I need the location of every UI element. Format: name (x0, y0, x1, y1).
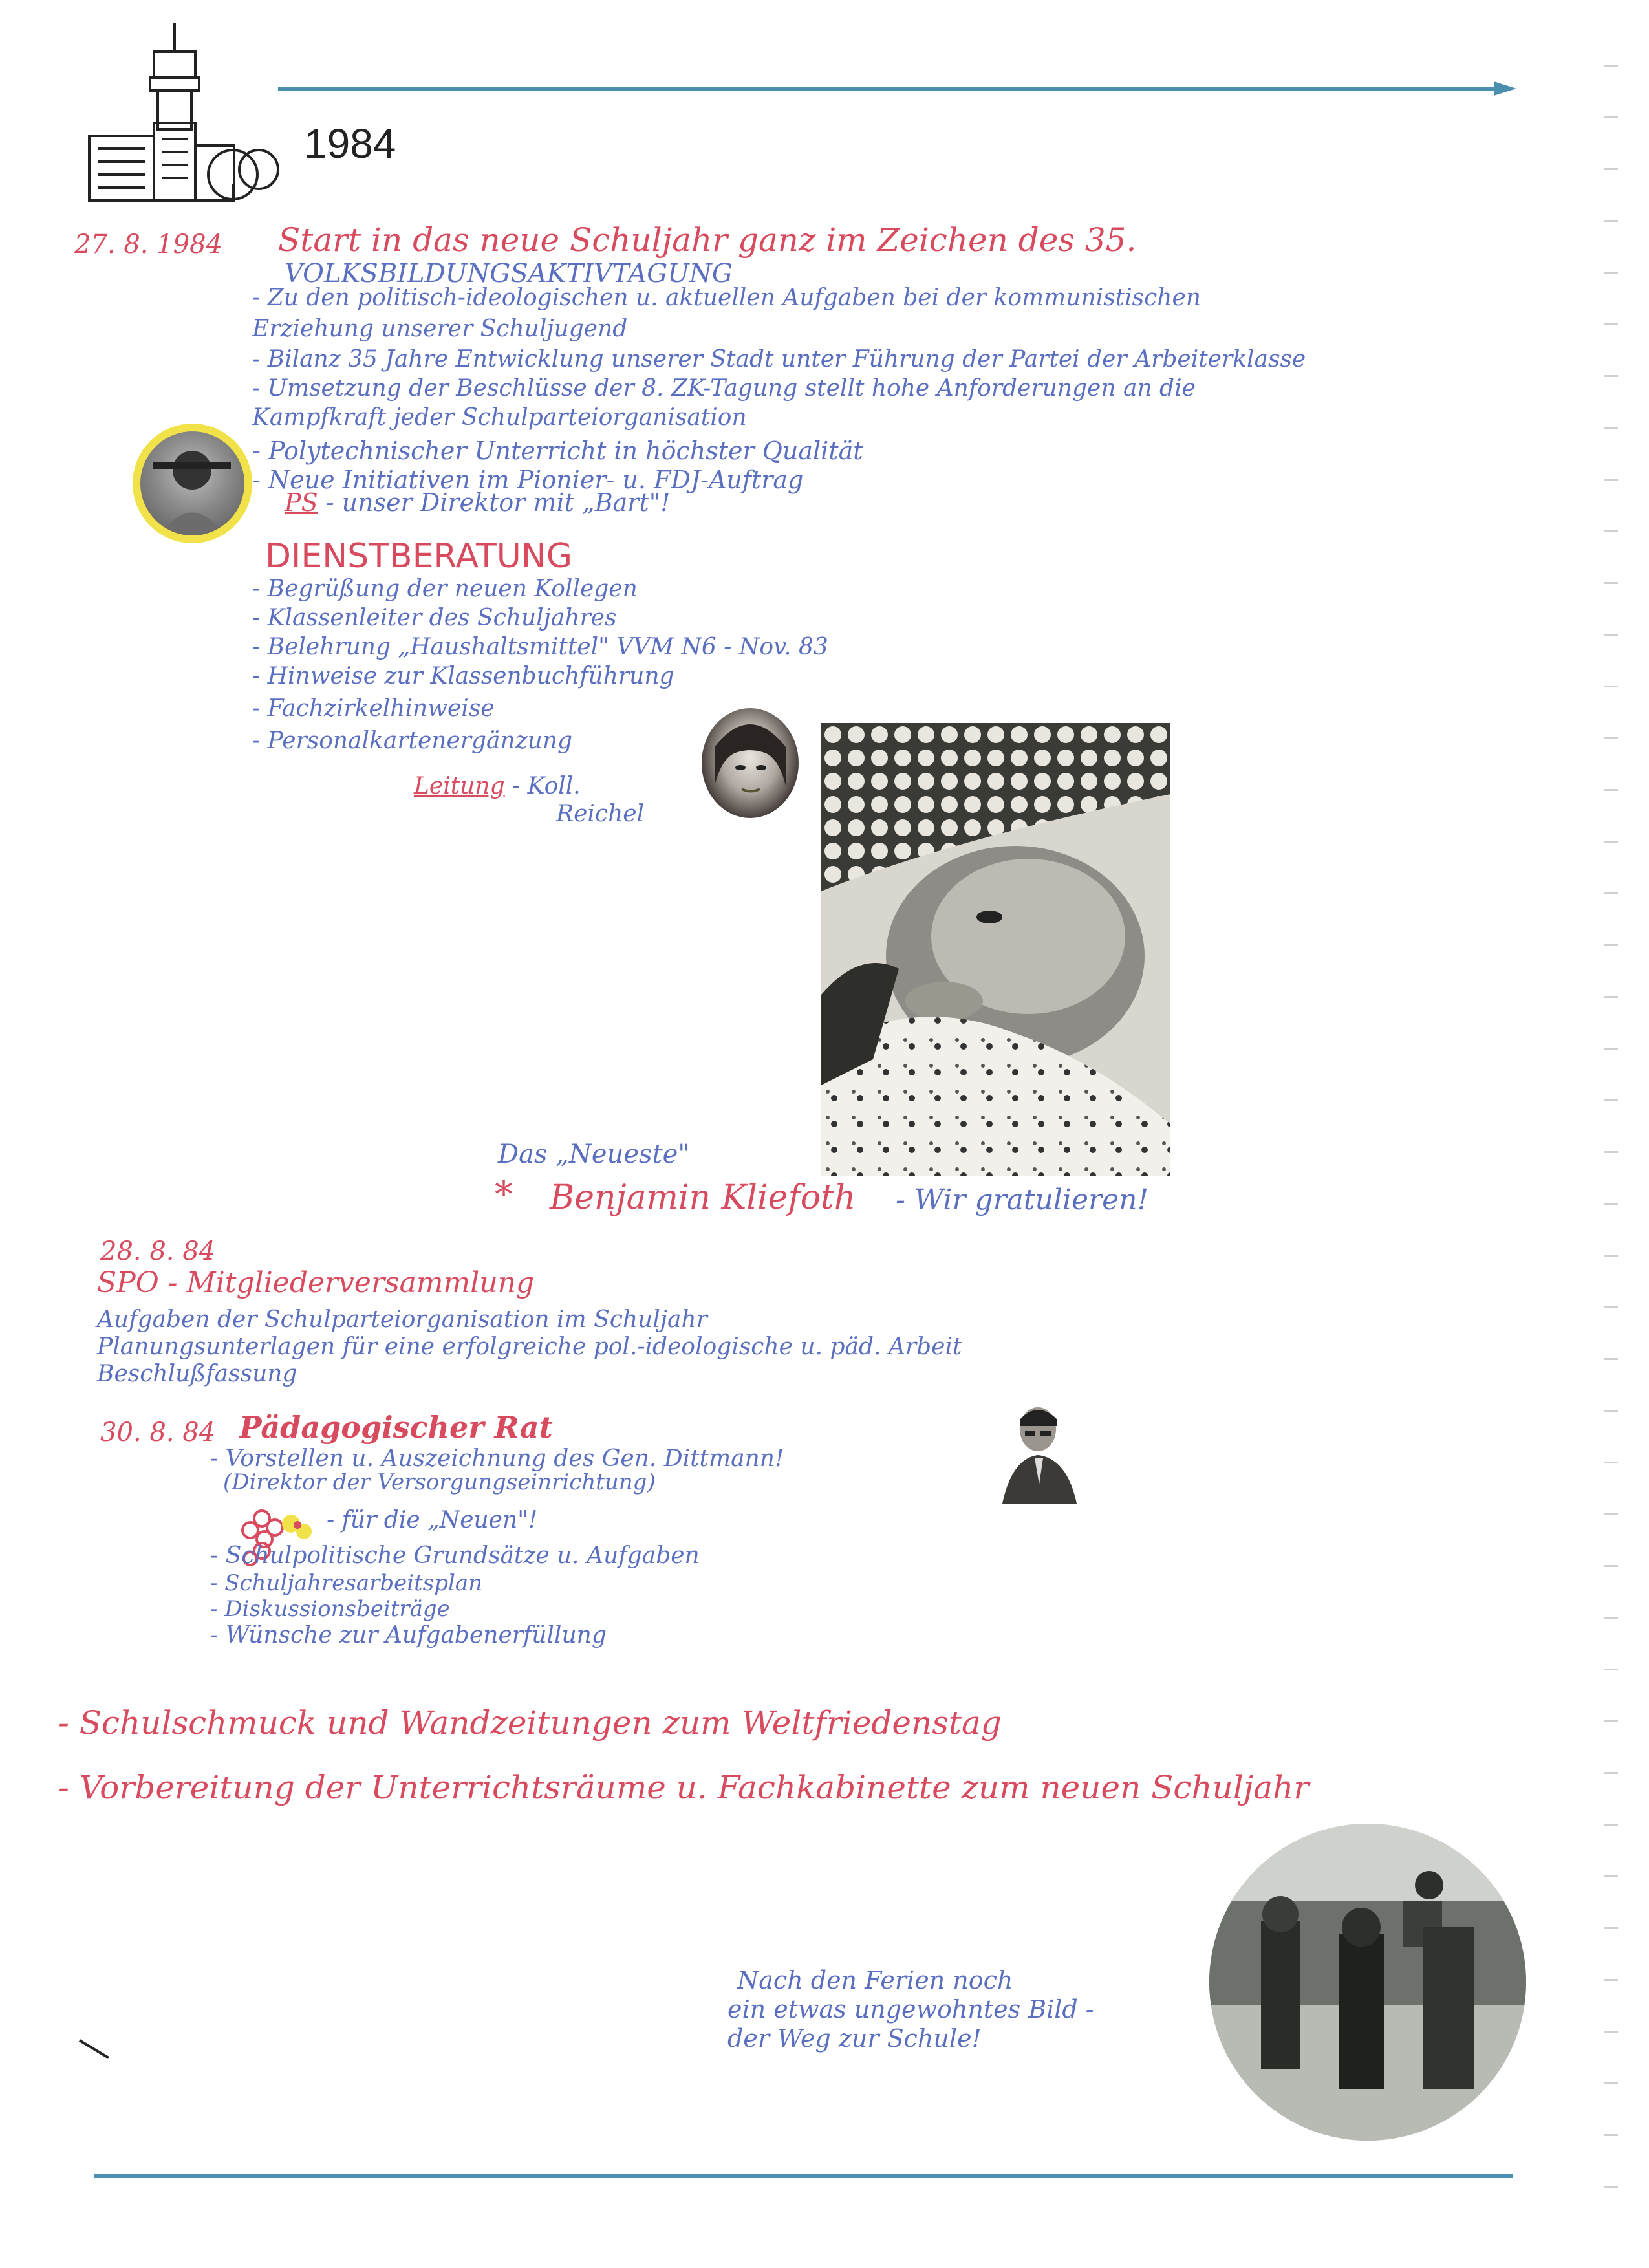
way-to-school-photo (1209, 1824, 1526, 2141)
leitung-text: - Koll. (512, 773, 581, 799)
section2-item: - Belehrung „Haushaltsmittel" VVM N6 - Nov. 83 (252, 634, 828, 660)
portrait-reichel-photo (702, 708, 799, 818)
section1-ps-line (285, 488, 670, 517)
section1-item: - Umsetzung der Beschlüsse der 8. ZK-Tagung stellt hohe Anforderungen an die (252, 375, 1196, 402)
section2-item: - Fachzirkelhinweise (252, 695, 495, 722)
section1-item: - Bilanz 35 Jahre Entwicklung unserer Stadt unter Führung der Partei der Arbeiterklasse (252, 346, 1306, 373)
extra-line: - Schulschmuck und Wandzeitungen zum Weltfriedenstag (58, 1704, 1002, 1742)
section2-item: - Begrüßung der neuen Kollegen (252, 576, 638, 602)
section3-date: 28. 8. 84 (100, 1237, 216, 1266)
section4-item: - Schuljahresarbeitsplan (210, 1570, 483, 1596)
baby-star-icon: * (495, 1174, 513, 1216)
section4-title: Pädagogischer Rat (239, 1410, 553, 1445)
section3-title: SPO - Mitgliederversammlung (97, 1266, 535, 1299)
baby-name: Benjamin Kliefoth (550, 1178, 856, 1217)
leitung-label: Leitung (414, 773, 505, 799)
pen-mark (76, 2037, 115, 2063)
section1-item: - Neue Initiativen im Pionier- u. FDJ-Auftrag (252, 466, 804, 494)
section1-item: - Zu den politisch-ideologischen u. aktuellen Aufgaben bei der kommunistischen (252, 285, 1201, 311)
baby-label: Das „Neueste" (498, 1139, 690, 1169)
section2-item: - Hinweise zur Klassenbuchführung (252, 663, 674, 689)
section4-item: - für die „Neuen"! (327, 1507, 538, 1533)
baby-photo (821, 723, 1170, 1176)
section4-date: 30. 8. 84 (100, 1418, 216, 1447)
director-photo (133, 424, 252, 543)
leitung-line (414, 773, 581, 799)
closing-line: der Weg zur Schule! (727, 2024, 982, 2053)
ps-text: - unser Direktor mit „Bart"! (325, 488, 671, 517)
closing-line: ein etwas ungewohntes Bild - (727, 1995, 1094, 2024)
bottom-rule (94, 2174, 1513, 2178)
section4-item: - Diskussionsbeiträge (210, 1596, 450, 1622)
section2-item: - Personalkartenergänzung (252, 728, 573, 754)
section2-item: - Klassenleiter des Schuljahres (252, 605, 617, 631)
dittmann-photo (999, 1394, 1080, 1504)
closing-line: Nach den Ferien noch (737, 1966, 1013, 1994)
section2-title: DIENSTBERATUNG (265, 537, 573, 576)
section1-title: Start in das neue Schuljahr ganz im Zeichen des 35. (278, 221, 1137, 259)
school-tower-logo-icon (84, 19, 291, 207)
section3-item: Beschlußfassung (97, 1361, 297, 1387)
section4-item: - Schulpolitische Grundsätze u. Aufgaben (210, 1542, 700, 1569)
extra-line: - Vorbereitung der Unterrichtsräume u. Fachkabinette zum neuen Schuljahr (58, 1769, 1310, 1806)
year-heading: 1984 (304, 120, 396, 167)
section1-item: - Polytechnischer Unterricht in höchster Qualität (252, 437, 863, 465)
section3-item: Aufgaben der Schulparteiorganisation im Schuljahr (97, 1306, 707, 1333)
section1-date: 27. 8. 1984 (74, 230, 223, 259)
section4-item: - Vorstellen u. Auszeichnung des Gen. Dittmann! (210, 1445, 784, 1472)
section4-item: - Wünsche zur Aufgabenerfüllung (210, 1622, 607, 1648)
section3-item: Planungsunterlagen für eine erfolgreiche pol.-ideologische u. päd. Arbeit (97, 1334, 962, 1360)
section1-item: Kampfkraft jeder Schulparteiorganisation (252, 404, 747, 431)
section4-item: (Direktor der Versorgungseinrichtung) (223, 1469, 656, 1495)
ps-label: PS (285, 488, 318, 517)
section1-subtitle: VOLKSBILDUNGSAKTIVTAGUNG (285, 259, 733, 288)
top-rule-arrow (278, 79, 1520, 98)
leitung-name: Reichel (556, 801, 645, 827)
baby-congrats: - Wir gratulieren! (896, 1183, 1149, 1216)
section1-item: Erziehung unserer Schuljugend (252, 316, 628, 342)
